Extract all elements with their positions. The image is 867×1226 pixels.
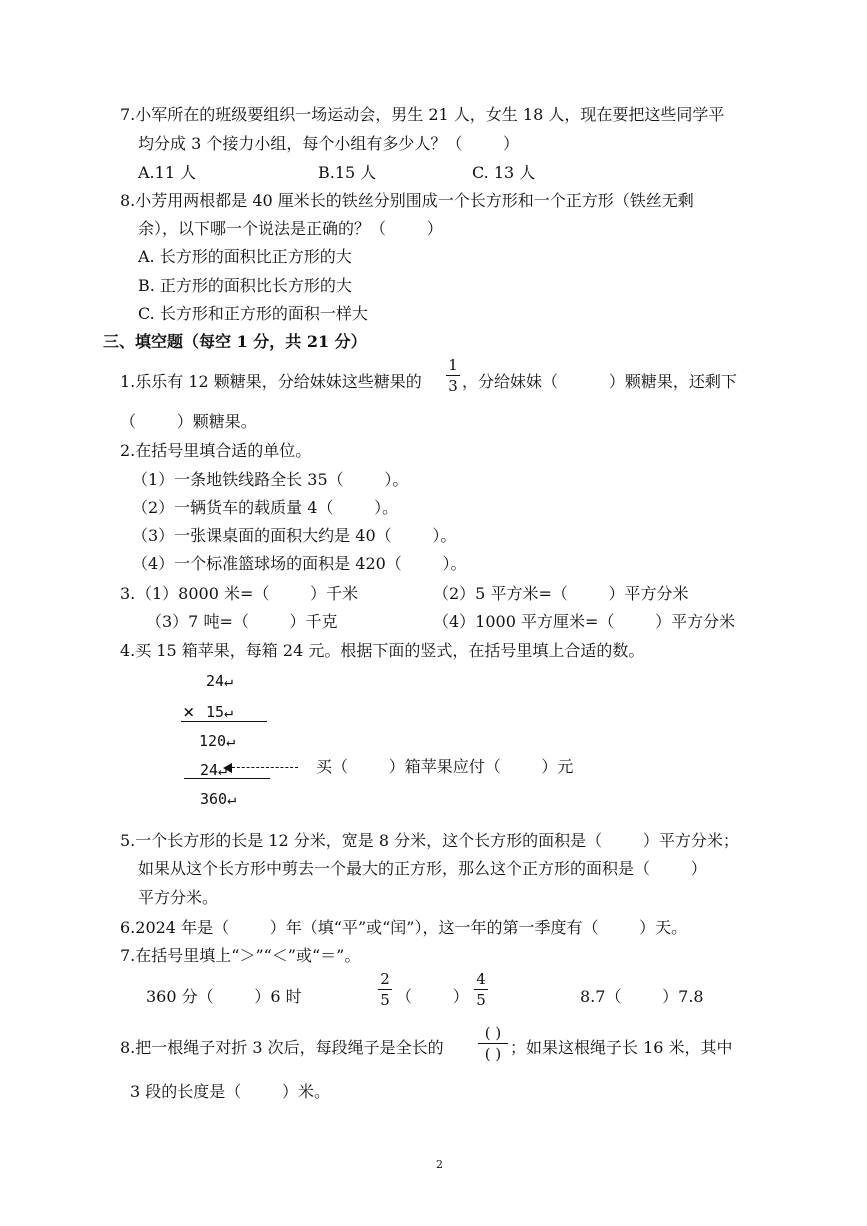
fraction-denominator: 5 (380, 991, 390, 1009)
fraction-numerator: 4 (476, 970, 486, 988)
fraction-numerator: 1 (448, 356, 458, 374)
fill4-title: 4.买 15 箱苹果，每箱 24 元。根据下面的竖式，在括号里填上合适的数。 (120, 641, 645, 660)
fraction-denominator: 5 (476, 991, 486, 1009)
fill8-part1: 8.把一根绳子对折 3 次后，每段绳子是全长的 (120, 1038, 444, 1057)
arrow-head-icon (223, 763, 232, 773)
fill5-line3: 平方分米。 (138, 888, 219, 907)
fill8-line2: 3 段的长度是（ ）米。 (130, 1082, 330, 1101)
vertical-mult-times-sign: × (183, 701, 195, 723)
fill3-c: （3）7 吨=（ ）千克 (146, 612, 338, 631)
fill5-line1: 5.一个长方形的长是 12 分米，宽是 8 分米，这个长方形的面积是（ ）平方分米； (120, 831, 739, 850)
fraction-denominator: ( ) (484, 1045, 502, 1063)
q7-option-a: A.11 人 (138, 163, 197, 182)
fraction-blank (478, 1024, 508, 1063)
q8-line1: 8.小芳用两根都是 40 厘米长的铁丝分别围成一个长方形和一个正方形（铁丝无剩 (120, 191, 694, 210)
fill2-item4: （4）一个标准篮球场的面积是 420（ ）。 (132, 554, 467, 573)
compare-1: 360 分（ ）6 时 (146, 987, 302, 1006)
fraction-four-fifths (474, 970, 488, 1009)
fraction-two-fifths (378, 970, 392, 1009)
fill2-item3: （3）一张课桌面的面积大约是 40（ ）。 (132, 526, 457, 545)
fill5-line2: 如果从这个长方形中剪去一个最大的正方形，那么这个正方形的面积是（ ） (138, 859, 707, 878)
q7-option-c: C. 13 人 (472, 163, 536, 182)
q8-option-a: A. 长方形的面积比正方形的大 (138, 247, 352, 266)
fill6-line: 6.2024 年是（ ）年（填“平”或“闰”），这一年的第一季度有（ ）天。 (120, 918, 688, 937)
section-title: 三、填空题（每空 1 分，共 21 分） (103, 332, 367, 351)
fill7-title: 7.在括号里填上“＞”“＜”或“＝”。 (120, 946, 361, 965)
vertical-mult-multiplicand: 24↵ (206, 672, 234, 690)
fraction-numerator: ( ) (484, 1024, 502, 1042)
vertical-mult-line-2 (184, 778, 270, 779)
fill4-note: 买（ ）箱苹果应付（ ）元 (316, 757, 574, 776)
vertical-mult-line-1 (181, 721, 267, 722)
fill1-line2: （ ）颗糖果。 (120, 412, 257, 431)
q7-option-b: B.15 人 (318, 163, 377, 182)
q7-line1: 7.小军所在的班级要组织一场运动会，男生 21 人，女生 18 人，现在要把这些同学平 (120, 105, 725, 124)
fill2-item1: （1）一条地铁线路全长 35（ ）。 (132, 470, 409, 489)
page-number: 2 (436, 1158, 443, 1171)
q8-option-b: B. 正方形的面积比长方形的大 (138, 276, 352, 295)
fill3-a: （1）8000 米=（ ）千米 (136, 584, 359, 603)
vertical-mult-multiplier: 15↵ (206, 703, 234, 721)
q7-line2: 均分成 3 个接力小组，每个小组有多少人？（ ） (138, 134, 520, 153)
fraction-denominator: 3 (448, 377, 458, 395)
compare-3: 8.7（ ）7.8 (580, 987, 704, 1006)
fraction-one-third (446, 356, 460, 395)
fill3-b: （2）5 平方米=（ ）平方分米 (433, 584, 689, 603)
fill1-part2: ，分给妹妹（ ）颗糖果，还剩下 (462, 372, 737, 391)
vertical-mult-product: 360↵ (200, 790, 237, 808)
fill3-label: 3. (120, 584, 136, 603)
q8-line2: 余），以下哪一个说法是正确的？（ ） (138, 219, 443, 238)
q8-option-c: C. 长方形和正方形的面积一样大 (138, 304, 368, 323)
fill3-d: （4）1000 平方厘米=（ ）平方分米 (433, 612, 736, 631)
fill2-title: 2.在括号里填合适的单位。 (120, 441, 312, 460)
fraction-numerator: 2 (380, 970, 390, 988)
vertical-mult-partial-2: 24↵ (200, 761, 228, 779)
dashed-arrow-line (232, 767, 298, 768)
fill2-item2: （2）一辆货车的载质量 4（ ）。 (132, 498, 399, 517)
fill1-part1: 1.乐乐有 12 颗糖果，分给妹妹这些糖果的 (120, 372, 422, 391)
compare-2-blank: （ ） (396, 987, 469, 1006)
fill8-part2: ；如果这根绳子长 16 米，其中 (510, 1038, 733, 1057)
vertical-mult-partial-1: 120↵ (199, 732, 236, 750)
